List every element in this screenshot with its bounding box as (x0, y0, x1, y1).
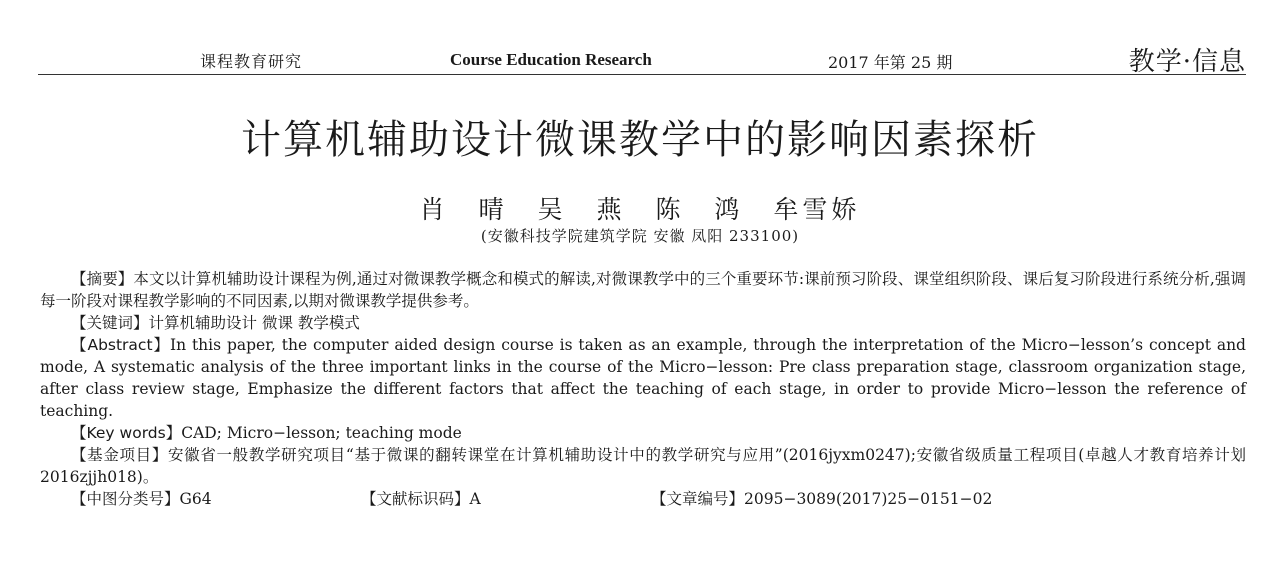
keywords-cn-label: 【关键词】 (71, 314, 149, 332)
fund-text: 安徽省一般教学研究项目“基于微课的翻转课堂在计算机辅助设计中的教学研究与应用”(2016jyxm0247);安徽省级质量工程项目(卓越人才教育培养计划 2016zjjh018)。 (40, 446, 1246, 486)
fund-label: 【基金项目】 (71, 446, 169, 464)
author-list: 肖 晴 吴 燕 陈 鸿 牟雪娇 (419, 195, 861, 224)
clc-label: 【中图分类号】 (71, 490, 180, 508)
keywords-en-label: 【Key words】 (71, 424, 182, 442)
clc-code (71, 488, 361, 510)
keywords-en (40, 422, 1246, 444)
abstract-cn-label: 【摘要】 (71, 270, 134, 288)
document-code (361, 488, 651, 510)
fund-project (40, 444, 1246, 488)
abstract-en-label: 【Abstract】 (71, 336, 170, 354)
art-value: 2095−3089(2017)25−0151−02 (744, 490, 993, 508)
article-number (651, 488, 992, 510)
abstract-en (40, 334, 1246, 422)
abstract-en-text: In this paper, the computer aided design course is taken as an example, through the interpretation of the Micro−lesson’s concept and mode, A systematic analysis of the three important links in the course of the Micro−lesson: Pre class preparation stage, classroom organization stage, after class review stage, Emphasize the different factors that affect the teaching of each stage, in order to provide Micro−lesson the reference of teaching. (40, 336, 1246, 420)
journal-header (38, 40, 1246, 76)
keywords-cn-text: 计算机辅助设计 微课 教学模式 (148, 314, 360, 332)
journal-name-en: Course Education Research (450, 50, 652, 69)
front-matter (40, 268, 1246, 510)
issue-number: 2017 年第 25 期 (828, 53, 953, 72)
doc-label: 【文献标识码】 (361, 490, 470, 508)
keywords-en-text: CAD; Micro−lesson; teaching mode (181, 424, 462, 442)
author-affiliation: (安徽科技学院建筑学院 安徽 凤阳 233100) (480, 227, 800, 245)
doc-value: A (469, 490, 481, 508)
header-rule (38, 74, 1246, 75)
abstract-cn (40, 268, 1246, 312)
classification-codes (40, 488, 1246, 510)
keywords-cn (40, 312, 1246, 334)
art-label: 【文章编号】 (651, 490, 745, 508)
journal-name-cn: 课程教育研究 (200, 52, 303, 71)
clc-value: G64 (179, 490, 212, 508)
abstract-cn-text: 本文以计算机辅助设计课程为例,通过对微课教学概念和模式的解读,对微课教学中的三个重要环节:课前预习阶段、课堂组织阶段、课后复习阶段进行系统分析,强调每一阶段对课程教学影响的不同因素,以期对微课教学提供参考。 (40, 270, 1246, 310)
section-name: 教学·信息 (1128, 47, 1246, 77)
article-title: 计算机辅助设计微课教学中的影响因素探析 (241, 117, 1039, 163)
